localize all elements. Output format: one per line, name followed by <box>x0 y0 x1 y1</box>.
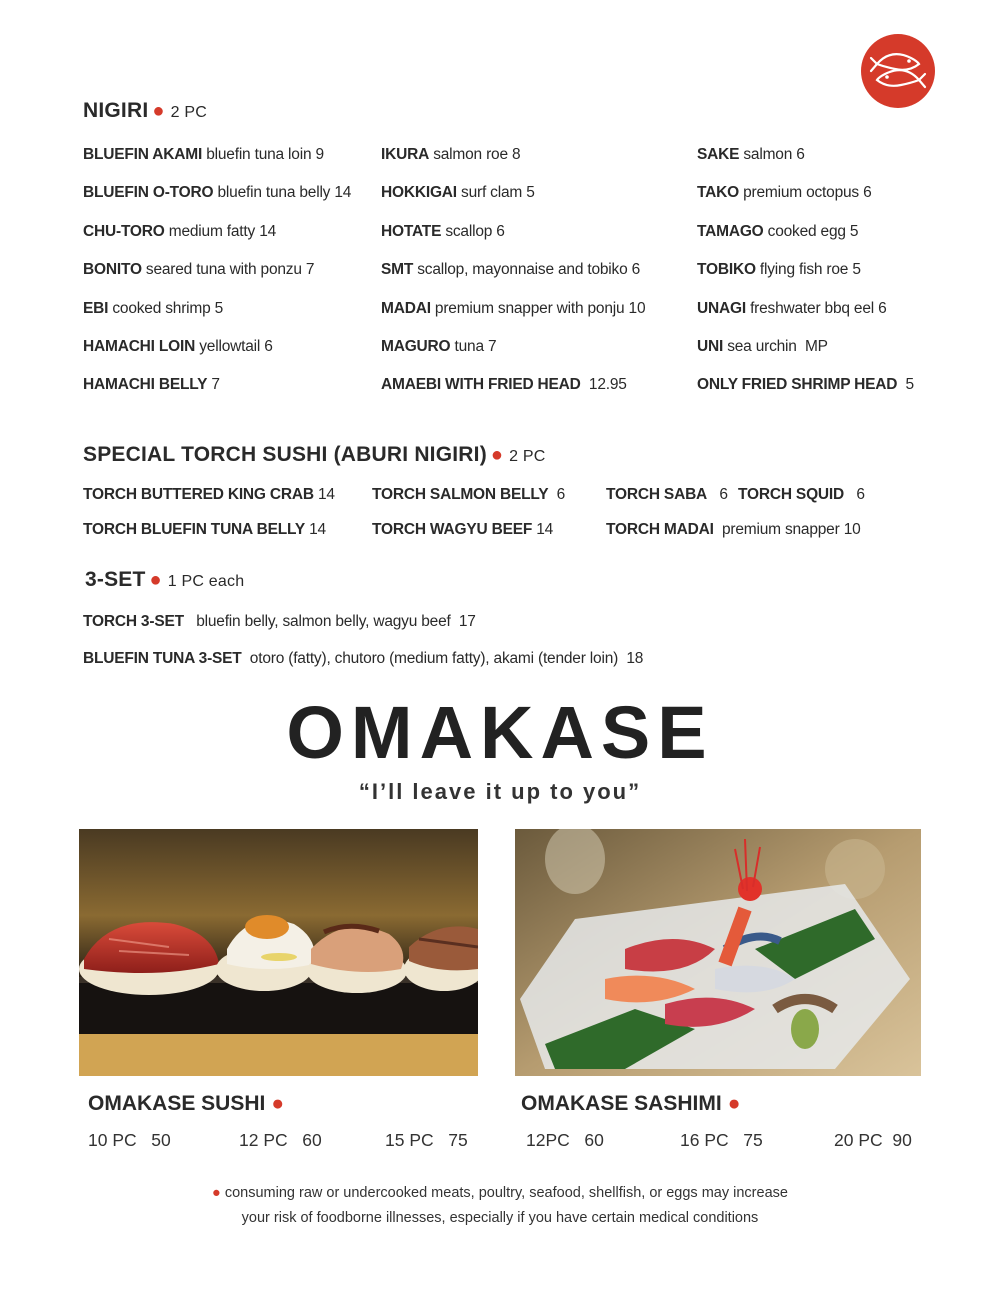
price-option: 12PC 60 <box>526 1130 604 1150</box>
menu-item: BONITO seared tuna with ponzu 7 <box>83 261 315 278</box>
price-option: 15 PC 75 <box>385 1130 468 1150</box>
red-dot-icon: ● <box>271 1092 285 1115</box>
fish-logo-icon <box>861 34 935 108</box>
disclaimer-line-2: your risk of foodborne illnesses, especially if you have certain medical conditions <box>241 1210 759 1226</box>
disclaimer-line-1: ● consuming raw or undercooked meats, poultry, seafood, shellfish, or eggs may increase <box>212 1185 788 1201</box>
price-option: 20 PC 90 <box>834 1130 912 1150</box>
omakase-sushi-photo <box>79 829 478 1076</box>
menu-item: BLUEFIN TUNA 3-SET otoro (fatty), chutoro (medium fatty), akami (tender loin) 18 <box>83 650 644 667</box>
price-option: 10 PC 50 <box>88 1130 171 1150</box>
menu-item: IKURA salmon roe 8 <box>381 146 521 163</box>
menu-item: TORCH MADAI premium snapper 10 <box>606 521 861 538</box>
menu-item: HAMACHI LOIN yellowtail 6 <box>83 338 273 355</box>
menu-item: AMAEBI WITH FRIED HEAD 12.95 <box>381 376 627 393</box>
menu-item: BLUEFIN AKAMI bluefin tuna loin 9 <box>83 146 324 163</box>
torch-header <box>83 443 546 467</box>
menu-item: TORCH WAGYU BEEF 14 <box>372 521 554 538</box>
menu-item: ONLY FRIED SHRIMP HEAD 5 <box>697 376 914 393</box>
price-option: 12 PC 60 <box>239 1130 322 1150</box>
omakase-sashimi-title: OMAKASE SASHIMI ● <box>521 1092 741 1115</box>
nigiri-qty: 2 PC <box>170 104 208 121</box>
menu-item: MADAI premium snapper with ponju 10 <box>381 300 646 317</box>
red-dot-icon: ● <box>149 569 162 591</box>
menu-item: HOTATE scallop 6 <box>381 223 505 240</box>
menu-item: EBI cooked shrimp 5 <box>83 300 224 317</box>
red-dot-icon: ● <box>727 1092 741 1115</box>
menu-item: TAKO premium octopus 6 <box>697 184 872 201</box>
menu-item: TAMAGO cooked egg 5 <box>697 223 859 240</box>
menu-item: TORCH 3-SET bluefin belly, salmon belly, wagyu beef 17 <box>83 613 476 630</box>
menu-item: TORCH BLUEFIN TUNA BELLY 14 <box>83 521 326 538</box>
menu-item: TORCH SALMON BELLY 6 <box>372 486 566 503</box>
price-option: 16 PC 75 <box>680 1130 763 1150</box>
menu-item: BLUEFIN O-TORO bluefin tuna belly 14 <box>83 184 352 201</box>
torch-qty: 2 PC <box>509 448 546 465</box>
menu-item: TORCH SQUID 6 <box>738 486 865 503</box>
menu-item: TORCH SABA 6 <box>606 486 728 503</box>
red-dot-icon: ● <box>490 444 504 466</box>
torch-title: SPECIAL TORCH SUSHI (ABURI NIGIRI) <box>83 443 487 466</box>
menu-item: SAKE salmon 6 <box>697 146 805 163</box>
menu-item: HOKKIGAI surf clam 5 <box>381 184 535 201</box>
omakase-title: OMAKASE <box>286 691 714 774</box>
omakase-sushi-title: OMAKASE SUSHI ● <box>88 1092 285 1115</box>
omakase-sashimi-photo <box>515 829 921 1076</box>
menu-item: UNAGI freshwater bbq eel 6 <box>697 300 887 317</box>
red-dot-icon: ● <box>152 100 165 122</box>
three-set-header <box>85 568 244 592</box>
nigiri-title: NIGIRI <box>83 99 149 122</box>
menu-item: MAGURO tuna 7 <box>381 338 497 355</box>
menu-item: UNI sea urchin MP <box>697 338 828 355</box>
menu-item: CHU-TORO medium fatty 14 <box>83 223 277 240</box>
red-dot-icon: ● <box>212 1185 221 1201</box>
menu-item: HAMACHI BELLY 7 <box>83 376 220 393</box>
menu-item: TORCH BUTTERED KING CRAB 14 <box>83 486 335 503</box>
menu-item: TOBIKO flying fish roe 5 <box>697 261 861 278</box>
omakase-tagline: “I’ll leave it up to you” <box>358 779 642 804</box>
three-set-qty: 1 PC each <box>167 573 245 590</box>
three-set-title: 3-SET <box>85 568 146 591</box>
nigiri-header <box>83 99 207 123</box>
menu-item: SMT scallop, mayonnaise and tobiko 6 <box>381 261 641 278</box>
